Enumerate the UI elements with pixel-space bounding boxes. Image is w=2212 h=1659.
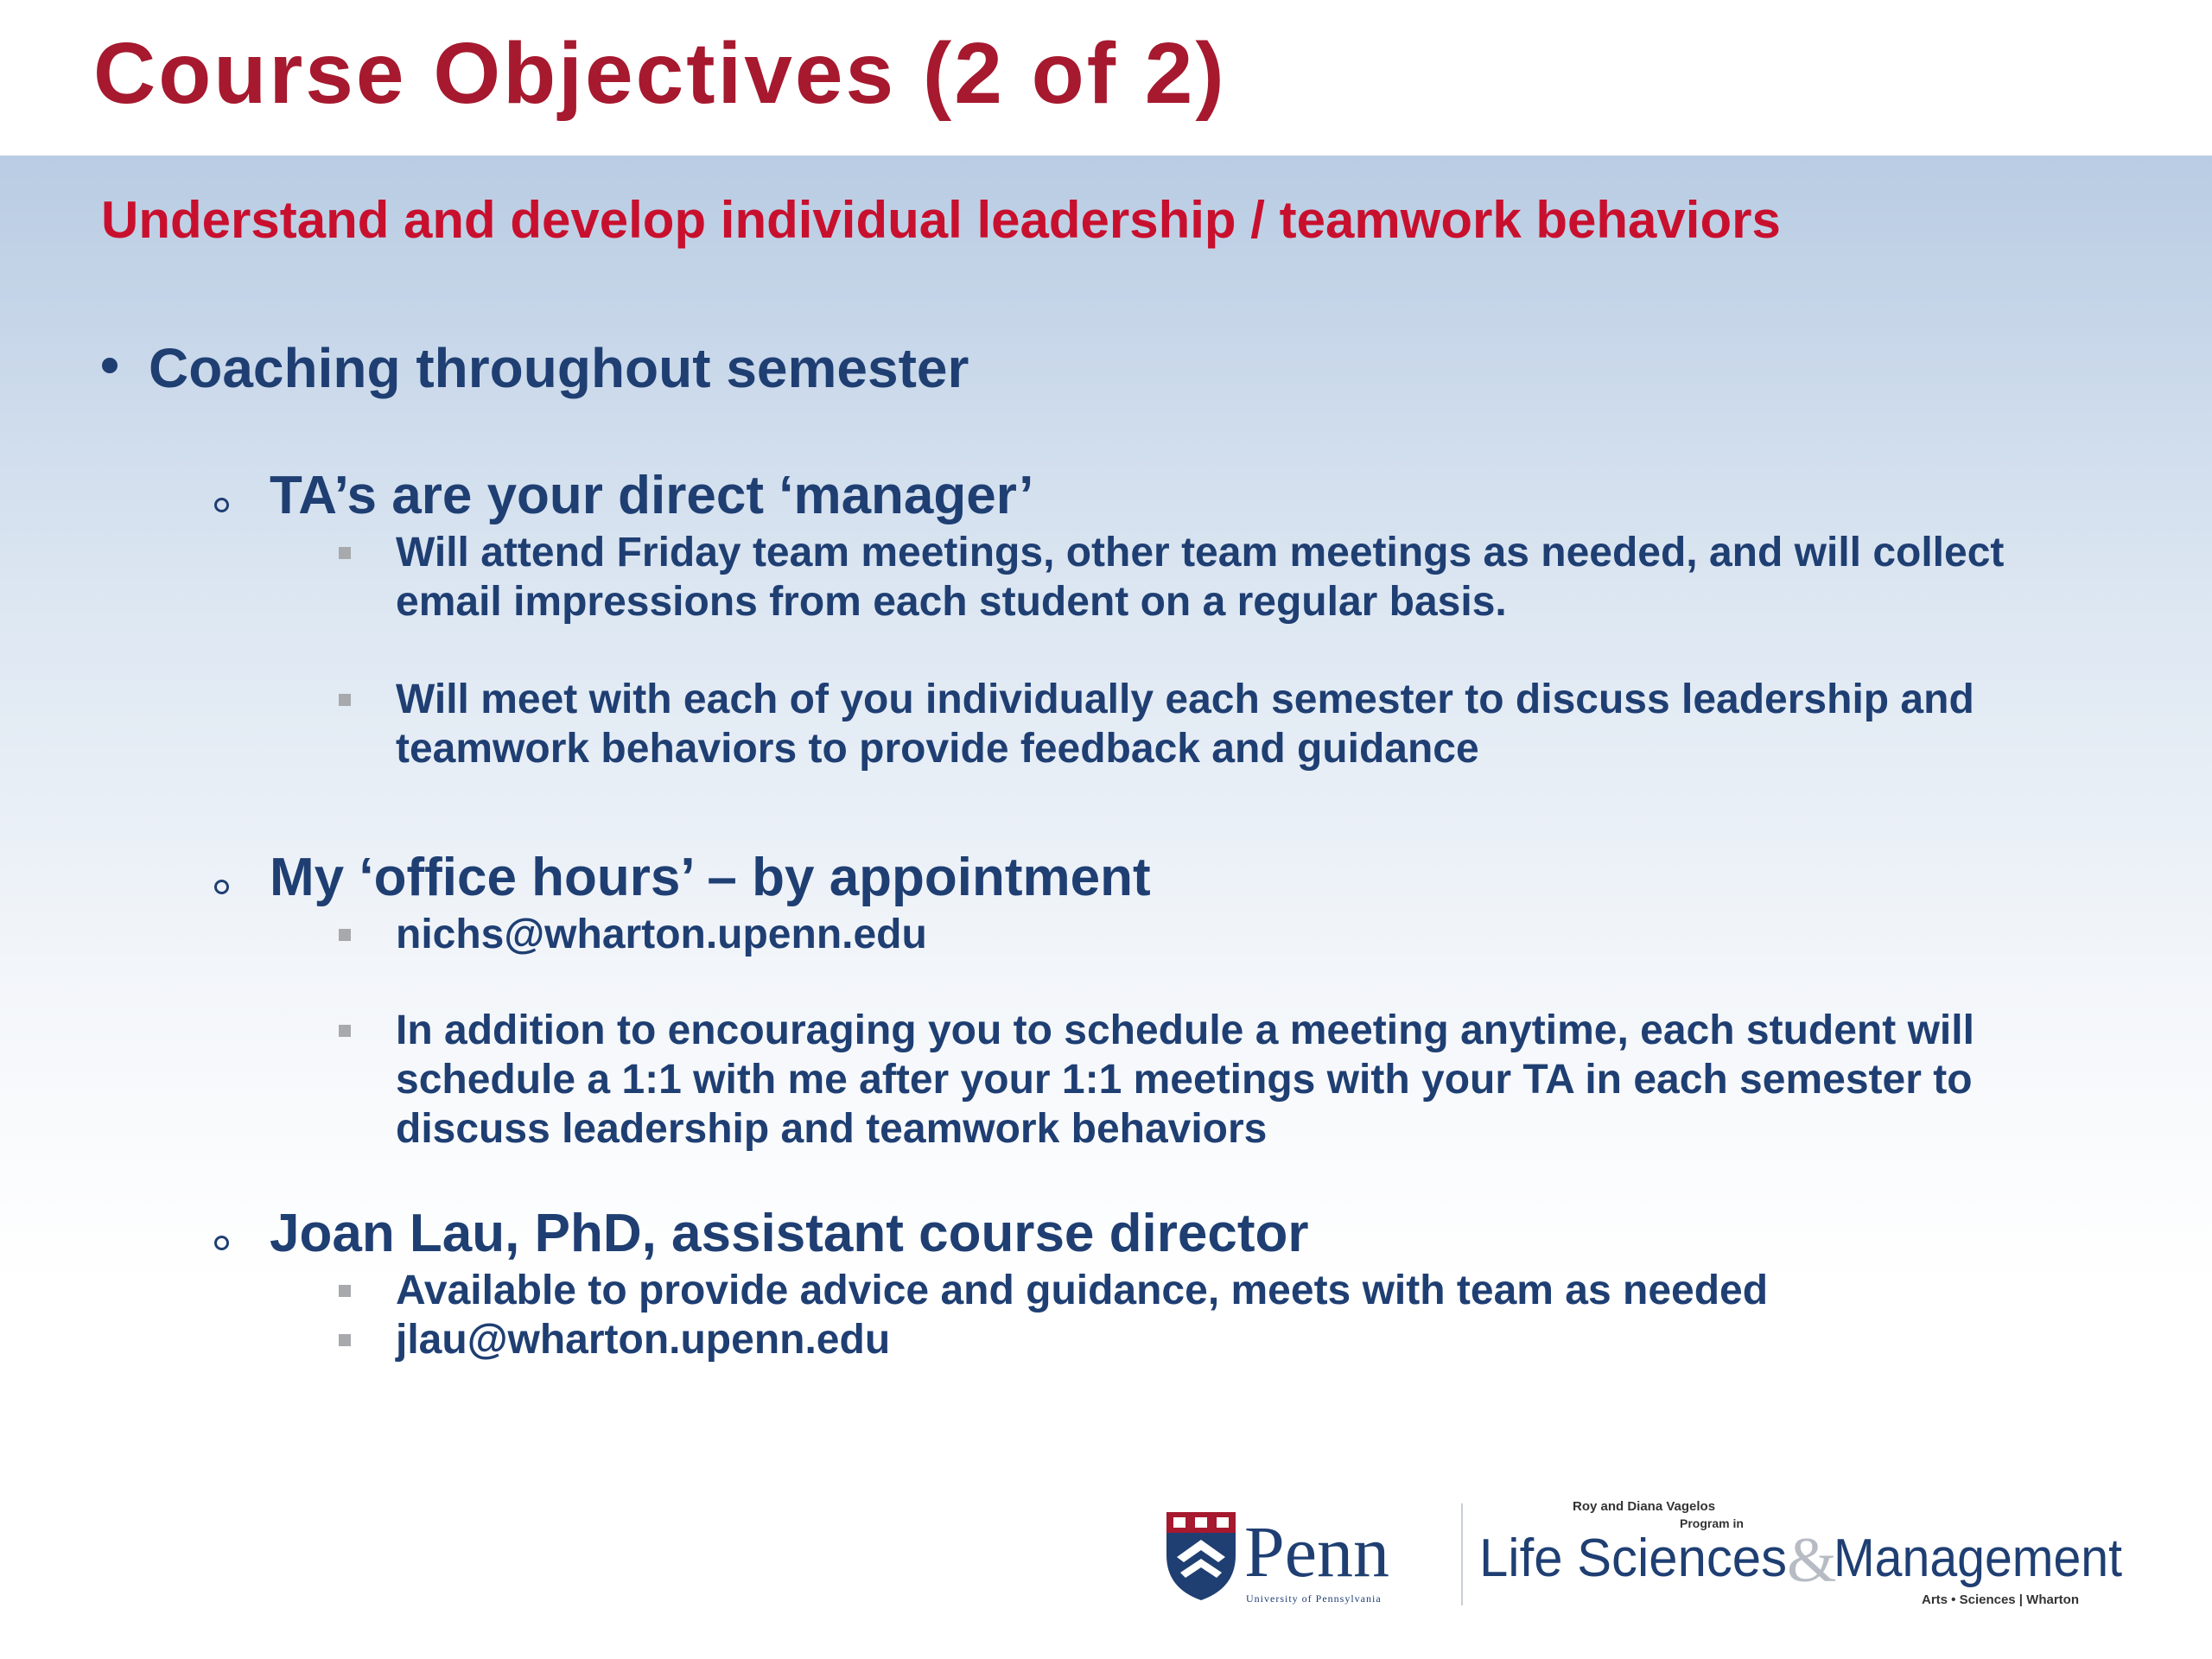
penn-subtext: University of Pennsylvania (1246, 1592, 1382, 1605)
schools-line: Arts • Sciences | Wharton (1922, 1592, 2079, 1607)
bullet-square-icon (339, 929, 351, 941)
bullet-dot-icon (102, 358, 118, 373)
bullet-square-icon (339, 1285, 351, 1297)
slide-subtitle: Understand and develop individual leadership / teamwork behaviors (101, 191, 1781, 249)
program-name-small-2: Program in (1680, 1516, 1744, 1530)
bullet-square-icon (339, 1025, 351, 1037)
bullet-circle-icon (214, 880, 229, 894)
sub-item-line: Will meet with each of you individually each semester to discuss leadership and (396, 677, 1974, 722)
footer-logos (1158, 1486, 2126, 1616)
bullet-square-icon (339, 547, 351, 559)
sub-item-line: email impressions from each student on a regular basis. (396, 579, 1507, 625)
sub-item-line: In addition to encouraging you to schedule a meeting anytime, each student will (396, 1007, 1974, 1053)
penn-shield-icon (1166, 1512, 1236, 1600)
ampersand: & (1787, 1525, 1837, 1596)
sub-item-line: discuss leadership and teamwork behaviors (396, 1106, 1268, 1152)
life-sciences-word: Life Sciences (1479, 1529, 1787, 1588)
bullet-square-icon (339, 694, 351, 706)
sub-item-line: jlau@wharton.upenn.edu (396, 1317, 891, 1363)
section-heading: TA’s are your direct ‘manager’ (270, 466, 1034, 525)
bullet-circle-icon (214, 498, 229, 512)
section-heading: My ‘office hours’ – by appointment (270, 848, 1151, 907)
sub-item-line: teamwork behaviors to provide feedback and guidance (396, 726, 1479, 772)
management-word: Management (1834, 1529, 2122, 1588)
title-bar (0, 0, 2212, 156)
sub-item-line: nichs@wharton.upenn.edu (396, 912, 927, 957)
penn-wordmark: Penn (1244, 1512, 1389, 1592)
sub-item-line: Available to provide advice and guidance, meets with team as needed (396, 1268, 1769, 1313)
sub-item-line: Will attend Friday team meetings, other team meetings as needed, and will collect (396, 530, 2005, 575)
program-name-small: Roy and Diana Vagelos (1573, 1499, 1716, 1514)
slide-title: Course Objectives (2 of 2) (93, 25, 1227, 122)
main-bullet-text: Coaching throughout semester (149, 337, 969, 399)
sub-item-line: schedule a 1:1 with me after your 1:1 meetings with your TA in each semester to (396, 1057, 1973, 1103)
bullet-circle-icon (214, 1236, 229, 1250)
bullet-square-icon (339, 1334, 351, 1346)
section-heading: Joan Lau, PhD, assistant course director (270, 1204, 1309, 1263)
